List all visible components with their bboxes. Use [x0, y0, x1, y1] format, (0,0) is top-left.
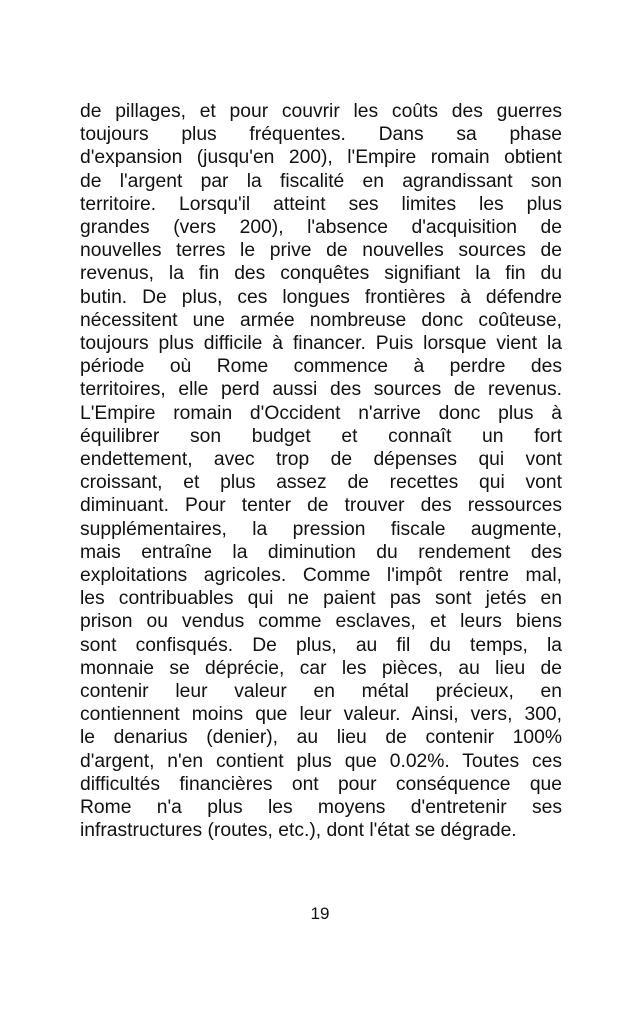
text-line: nouvelles terres le prive de nouvelles sources de: [80, 240, 562, 262]
text-line: endettement, avec trop de dépenses qui vont: [80, 449, 562, 471]
text-line: Rome n'a plus les moyens d'entretenir ses: [80, 797, 562, 819]
text-line: toujours plus difficile à financer. Puis lorsque vient la: [80, 333, 562, 355]
text-line: croissant, et plus assez de recettes qui vont: [80, 472, 562, 494]
text-line: contiennent moins que leur valeur. Ainsi, vers, 300,: [80, 704, 562, 726]
text-line: exploitations agricoles. Comme l'impôt rentre mal,: [80, 565, 562, 587]
text-line: territoire. Lorsqu'il atteint ses limites les plus: [80, 193, 562, 215]
text-line: monnaie se déprécie, car les pièces, au lieu de: [80, 657, 562, 679]
text-line: contenir leur valeur en métal précieux, en: [80, 681, 562, 703]
text-line: sont confisqués. De plus, au fil du temps, la: [80, 634, 562, 656]
text-line: le denarius (denier), au lieu de contenir 100%: [80, 727, 562, 749]
body-paragraph: [80, 100, 562, 843]
text-line: équilibrer son budget et connaît un fort: [80, 425, 562, 447]
text-line: supplémentaires, la pression fiscale augmente,: [80, 518, 562, 540]
text-line: période où Rome commence à perdre des: [80, 356, 562, 378]
text-line: grandes (vers 200), l'absence d'acquisition de: [80, 217, 562, 239]
text-line: mais entraîne la diminution du rendement des: [80, 541, 562, 563]
text-line: les contribuables qui ne paient pas sont jetés en: [80, 588, 562, 610]
text-line: revenus, la fin des conquêtes signifiant la fin du: [80, 263, 562, 285]
page-number: 19: [310, 904, 330, 923]
text-line: territoires, elle perd aussi des sources de revenus.: [80, 379, 562, 401]
text-line: d'expansion (jusqu'en 200), l'Empire romain obtient: [80, 147, 562, 169]
text-line: toujours plus fréquentes. Dans sa phase: [80, 124, 562, 146]
text-line: infrastructures (routes, etc.), dont l'état se dégrade.: [80, 820, 517, 842]
text-line: diminuant. Pour tenter de trouver des ressources: [80, 495, 562, 517]
text-line: prison ou vendus comme esclaves, et leurs biens: [80, 611, 562, 633]
text-line: de l'argent par la fiscalité en agrandissant son: [80, 170, 562, 192]
text-line: de pillages, et pour couvrir les coûts des guerres: [80, 101, 562, 122]
text-line: d'argent, n'en contient plus que 0.02%. Toutes ces: [80, 750, 562, 772]
text-line: difficultés financières ont pour conséquence que: [80, 773, 562, 795]
text-line: nécessitent une armée nombreuse donc coûteuse,: [80, 309, 562, 331]
text-line: butin. De plus, ces longues frontières à défendre: [80, 286, 562, 308]
text-line: L'Empire romain d'Occident n'arrive donc plus à: [80, 402, 562, 424]
